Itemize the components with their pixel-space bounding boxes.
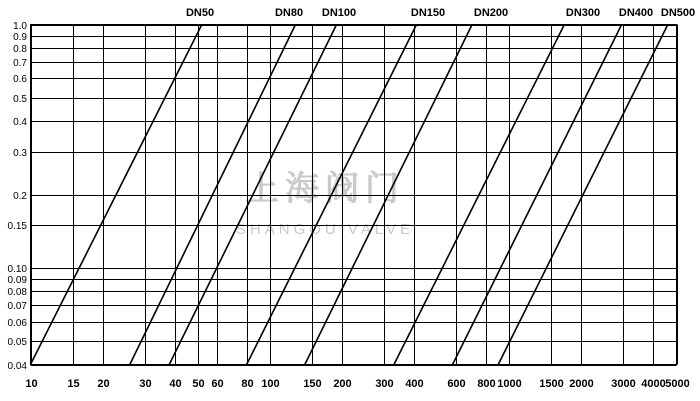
y-tick-label: 0.07 [7,301,27,312]
x-tick-label: 4000 [641,378,666,390]
x-tick-label: 60 [211,378,224,390]
x-tick-label: 800 [477,378,496,390]
y-tick-label: 0.9 [13,32,27,43]
watermark-group [236,170,414,238]
x-tick-label: 50 [192,378,205,390]
series-line-dn300 [394,25,564,365]
series-line-dn50 [31,25,202,365]
x-axis-tick-labels [25,378,689,390]
x-tick-label: 600 [447,378,466,390]
series-label-dn400: DN400 [618,7,654,19]
series-label-dn80: DN80 [274,7,304,19]
watermark-chinese: 上海阀门 [245,170,405,208]
x-tick-label: 300 [375,378,394,390]
y-tick-label: 0.08 [7,287,27,298]
y-tick-label: 0.8 [13,44,27,55]
y-tick-label: 0.5 [13,94,27,105]
y-axis-tick-labels [8,21,28,372]
x-tick-label: 1500 [539,378,564,390]
y-tick-label: 0.04 [7,361,27,372]
x-tick-label: 10 [25,378,38,390]
x-tick-label: 2000 [569,378,594,390]
y-tick-label: 0.7 [13,58,27,69]
x-tick-label: 15 [67,378,80,390]
x-tick-label: 40 [169,378,182,390]
y-tick-label: 0.05 [7,337,27,348]
y-tick-label: 0.6 [13,74,27,85]
x-tick-label: 400 [405,378,424,390]
y-tick-label: 1.0 [13,21,27,32]
series-label-dn150: DN150 [410,7,446,19]
x-tick-label: 3000 [611,378,636,390]
series-label-dn200: DN200 [473,7,509,19]
series-line-dn400 [453,25,622,365]
y-tick-label: 0.06 [7,318,27,329]
series-label-dn500: DN500 [660,7,696,19]
x-tick-label: 100 [261,378,280,390]
x-tick-label: 30 [139,378,152,390]
y-tick-label: 0.4 [13,117,27,128]
series-labels [186,7,695,19]
x-tick-label: 5000 [665,378,690,390]
y-tick-label: 0.2 [13,191,27,202]
y-tick-label: 0.3 [13,148,27,159]
x-tick-label: 1000 [497,378,522,390]
x-tick-label: 80 [241,378,254,390]
x-tick-label: 20 [97,378,110,390]
x-tick-label: 200 [333,378,352,390]
grid-lines [31,25,678,366]
series-line-dn500 [498,25,668,365]
y-tick-label: 0.10 [7,264,27,275]
series-label-dn100: DN100 [321,7,357,19]
y-tick-label: 0.09 [7,275,27,286]
series-label-dn50: DN50 [185,7,215,19]
series-label-dn300: DN300 [565,7,601,19]
y-tick-label: 0.15 [7,221,27,232]
x-tick-label: 150 [303,378,322,390]
watermark-english: SHANGOU VALVE [235,221,415,238]
